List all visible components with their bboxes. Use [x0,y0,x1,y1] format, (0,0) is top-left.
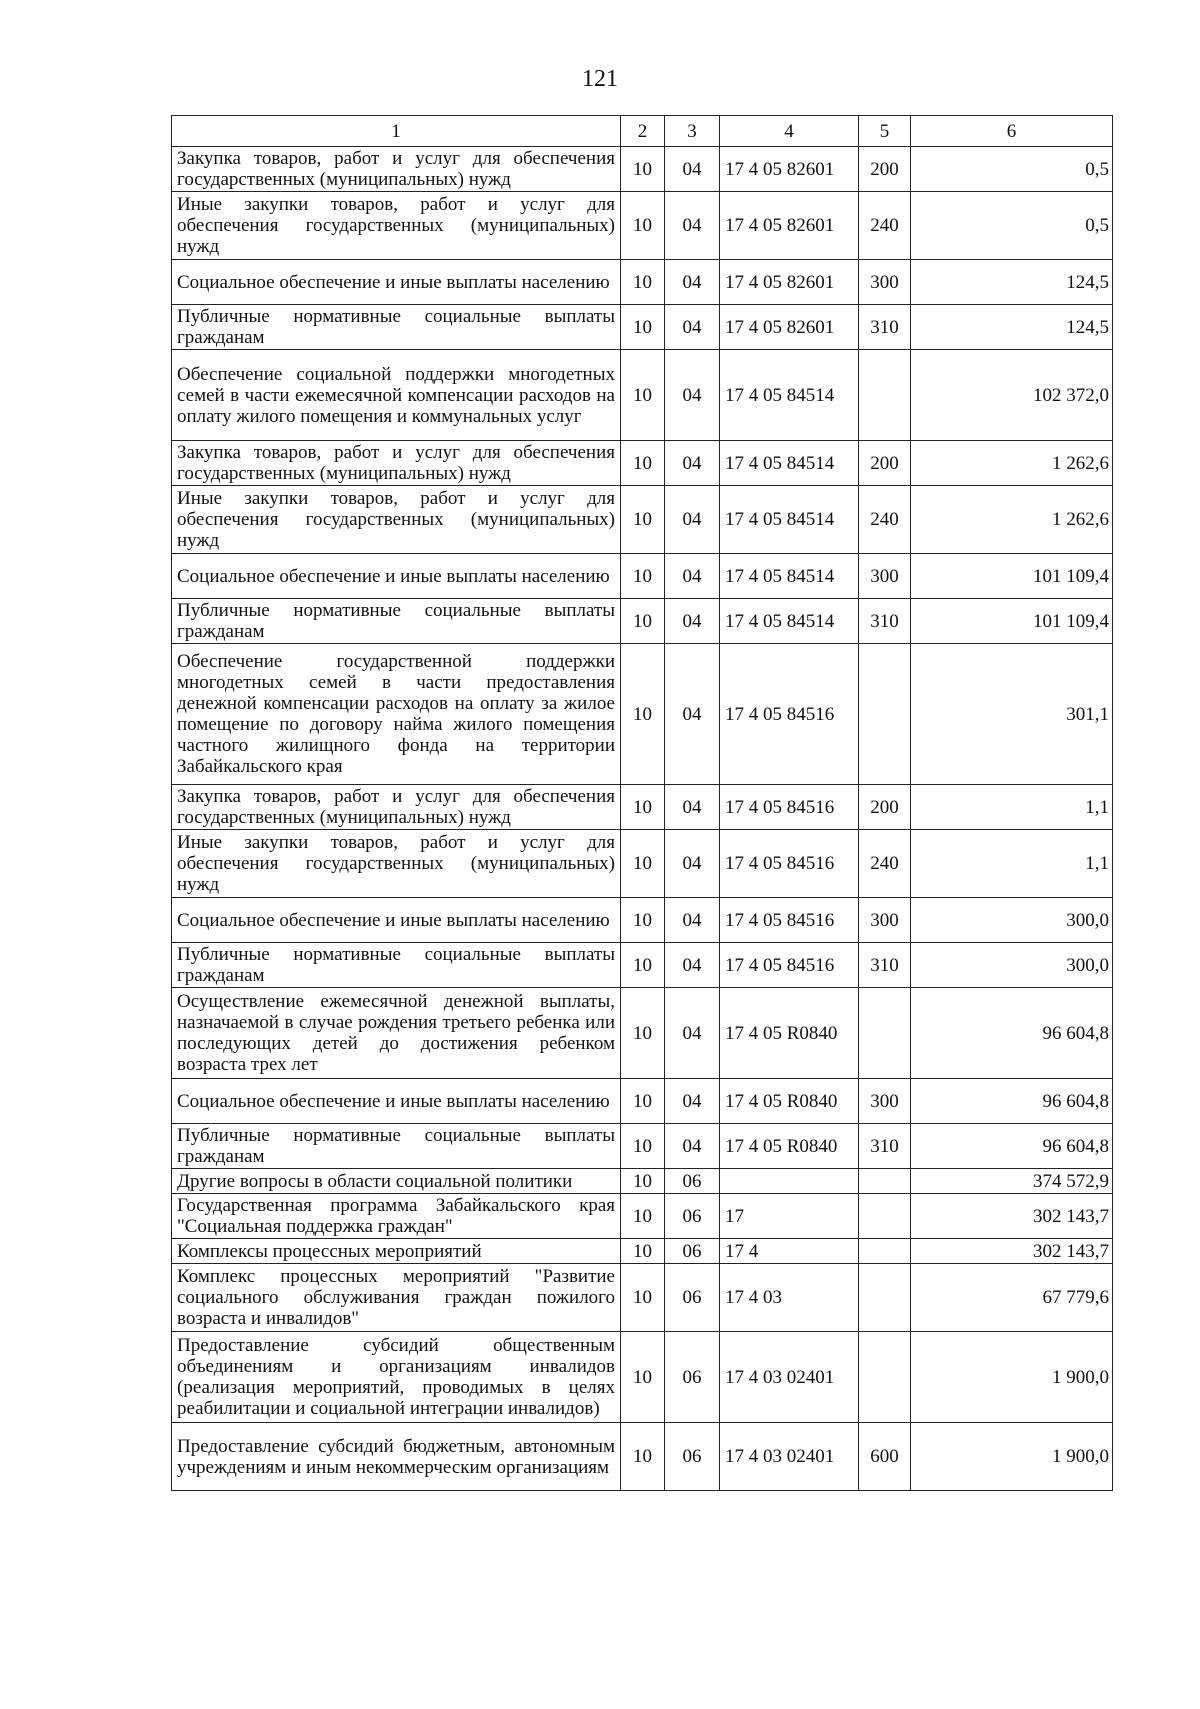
row-target-article-cell: 17 4 05 84514 [720,441,859,486]
row-name-cell: Предоставление субсидий общественным объединениям и организациям инвалидов (реализация мероприятий, проводимых в целях реабилитации и социальной интеграции инвалидов) [172,1332,621,1423]
table-row [172,943,1113,988]
row-amount-cell: 1 900,0 [911,1423,1113,1491]
row-expense-type-cell [859,1194,911,1239]
row-section-cell: 10 [621,599,665,644]
row-section-cell: 10 [621,441,665,486]
row-amount-cell: 1,1 [911,785,1113,830]
row-amount-cell: 302 143,7 [911,1239,1113,1264]
row-target-article-cell: 17 4 05 84514 [720,599,859,644]
row-name-cell: Социальное обеспечение и иные выплаты населению [172,898,621,943]
row-name-cell: Комплексы процессных мероприятий [172,1239,621,1264]
row-amount-cell: 96 604,8 [911,1124,1113,1169]
table-row [172,147,1113,192]
table-header-row [172,116,1113,147]
row-expense-type-cell [859,988,911,1079]
row-name-cell: Предоставление субсидий бюджетным, автономным учреждениям и иным некоммерческим организациям [172,1423,621,1491]
row-subsection-cell: 04 [665,785,720,830]
row-name-cell: Социальное обеспечение и иные выплаты населению [172,260,621,305]
row-subsection-cell: 04 [665,898,720,943]
row-name-cell: Государственная программа Забайкальского края "Социальная поддержка граждан" [172,1194,621,1239]
row-target-article-cell: 17 4 03 02401 [720,1423,859,1491]
row-amount-cell: 96 604,8 [911,1079,1113,1124]
row-section-cell: 10 [621,192,665,260]
row-subsection-cell: 04 [665,260,720,305]
row-section-cell: 10 [621,1169,665,1194]
row-target-article-cell: 17 4 03 [720,1264,859,1332]
row-amount-cell: 124,5 [911,260,1113,305]
row-target-article-cell: 17 4 [720,1239,859,1264]
row-section-cell: 10 [621,1264,665,1332]
row-section-cell: 10 [621,1332,665,1423]
row-name-cell: Публичные нормативные социальные выплаты гражданам [172,305,621,350]
row-expense-type-cell [859,1264,911,1332]
row-amount-cell: 1 262,6 [911,486,1113,554]
row-amount-cell: 301,1 [911,644,1113,785]
budget-table [171,115,1113,1491]
row-target-article-cell: 17 4 05 82601 [720,260,859,305]
row-name-cell: Публичные нормативные социальные выплаты гражданам [172,1124,621,1169]
row-amount-cell: 102 372,0 [911,350,1113,441]
header-cell-5: 5 [859,116,911,147]
row-section-cell: 10 [621,644,665,785]
table-row [172,260,1113,305]
table-row [172,830,1113,898]
table-row [172,1264,1113,1332]
row-section-cell: 10 [621,988,665,1079]
row-expense-type-cell: 600 [859,1423,911,1491]
row-section-cell: 10 [621,1079,665,1124]
row-expense-type-cell: 200 [859,785,911,830]
row-target-article-cell: 17 4 05 R0840 [720,1079,859,1124]
row-target-article-cell: 17 4 05 R0840 [720,1124,859,1169]
row-subsection-cell: 06 [665,1169,720,1194]
row-name-cell: Обеспечение государственной поддержки многодетных семей в части предоставления денежной компенсации расходов на оплату за жилое помещение по договору найма жилого помещения частного жилищного фонда на территории Забайкальского края [172,644,621,785]
row-expense-type-cell: 310 [859,599,911,644]
row-name-cell: Комплекс процессных мероприятий "Развитие социального обслуживания граждан пожилого возраста и инвалидов" [172,1264,621,1332]
row-expense-type-cell: 310 [859,305,911,350]
row-section-cell: 10 [621,1194,665,1239]
row-amount-cell: 1 900,0 [911,1332,1113,1423]
row-section-cell: 10 [621,1124,665,1169]
row-expense-type-cell: 300 [859,898,911,943]
header-cell-4: 4 [720,116,859,147]
row-target-article-cell: 17 4 05 84514 [720,554,859,599]
table-row [172,1332,1113,1423]
row-subsection-cell: 06 [665,1239,720,1264]
row-target-article-cell: 17 4 05 84514 [720,350,859,441]
row-subsection-cell: 04 [665,943,720,988]
row-expense-type-cell: 240 [859,830,911,898]
row-section-cell: 10 [621,486,665,554]
row-amount-cell: 300,0 [911,898,1113,943]
row-name-cell: Осуществление ежемесячной денежной выплаты, назначаемой в случае рождения третьего ребенка или последующих детей до достижения ребенком возраста трех лет [172,988,621,1079]
row-target-article-cell: 17 4 05 84516 [720,785,859,830]
row-amount-cell: 96 604,8 [911,988,1113,1079]
row-section-cell: 10 [621,350,665,441]
table-row [172,441,1113,486]
table-row [172,192,1113,260]
row-subsection-cell: 04 [665,486,720,554]
row-expense-type-cell: 300 [859,260,911,305]
table-row [172,1423,1113,1491]
row-target-article-cell: 17 4 05 84516 [720,644,859,785]
row-section-cell: 10 [621,830,665,898]
row-name-cell: Другие вопросы в области социальной политики [172,1169,621,1194]
row-subsection-cell: 04 [665,192,720,260]
row-subsection-cell: 04 [665,988,720,1079]
row-name-cell: Публичные нормативные социальные выплаты гражданам [172,599,621,644]
row-subsection-cell: 06 [665,1423,720,1491]
row-expense-type-cell: 200 [859,441,911,486]
table-row [172,486,1113,554]
row-section-cell: 10 [621,260,665,305]
row-subsection-cell: 04 [665,147,720,192]
row-target-article-cell: 17 [720,1194,859,1239]
row-target-article-cell: 17 4 05 84516 [720,898,859,943]
row-name-cell: Иные закупки товаров, работ и услуг для обеспечения государственных (муниципальных) нужд [172,486,621,554]
row-name-cell: Закупка товаров, работ и услуг для обеспечения государственных (муниципальных) нужд [172,785,621,830]
row-section-cell: 10 [621,1423,665,1491]
row-name-cell: Закупка товаров, работ и услуг для обеспечения государственных (муниципальных) нужд [172,147,621,192]
table-row [172,644,1113,785]
row-amount-cell: 374 572,9 [911,1169,1113,1194]
row-amount-cell: 67 779,6 [911,1264,1113,1332]
row-expense-type-cell: 240 [859,192,911,260]
row-subsection-cell: 04 [665,441,720,486]
row-amount-cell: 101 109,4 [911,554,1113,599]
page-number: 121 [582,66,618,92]
row-name-cell: Иные закупки товаров, работ и услуг для обеспечения государственных (муниципальных) нужд [172,192,621,260]
row-target-article-cell: 17 4 05 84516 [720,943,859,988]
row-expense-type-cell: 200 [859,147,911,192]
row-name-cell: Социальное обеспечение и иные выплаты населению [172,1079,621,1124]
row-section-cell: 10 [621,898,665,943]
row-subsection-cell: 04 [665,599,720,644]
table-row [172,1239,1113,1264]
row-expense-type-cell [859,1332,911,1423]
row-subsection-cell: 04 [665,554,720,599]
row-target-article-cell: 17 4 05 R0840 [720,988,859,1079]
table-row [172,554,1113,599]
row-section-cell: 10 [621,785,665,830]
row-target-article-cell: 17 4 03 02401 [720,1332,859,1423]
row-amount-cell: 101 109,4 [911,599,1113,644]
table-row [172,898,1113,943]
table-row [172,599,1113,644]
row-expense-type-cell [859,350,911,441]
row-target-article-cell: 17 4 05 82601 [720,192,859,260]
row-subsection-cell: 06 [665,1332,720,1423]
row-name-cell: Обеспечение социальной поддержки многодетных семей в части ежемесячной компенсации расходов на оплату жилого помещения и коммунальных услуг [172,350,621,441]
header-cell-3: 3 [665,116,720,147]
table-row [172,1124,1113,1169]
row-subsection-cell: 06 [665,1194,720,1239]
row-target-article-cell: 17 4 05 82601 [720,305,859,350]
row-target-article-cell [720,1169,859,1194]
table-row [172,305,1113,350]
table-row [172,1079,1113,1124]
row-expense-type-cell: 310 [859,943,911,988]
row-section-cell: 10 [621,147,665,192]
row-expense-type-cell: 300 [859,554,911,599]
row-section-cell: 10 [621,305,665,350]
row-amount-cell: 124,5 [911,305,1113,350]
row-subsection-cell: 04 [665,830,720,898]
row-amount-cell: 1,1 [911,830,1113,898]
row-target-article-cell: 17 4 05 82601 [720,147,859,192]
header-cell-2: 2 [621,116,665,147]
row-subsection-cell: 04 [665,644,720,785]
row-amount-cell: 300,0 [911,943,1113,988]
row-subsection-cell: 04 [665,350,720,441]
row-expense-type-cell [859,644,911,785]
table-row [172,1169,1113,1194]
row-section-cell: 10 [621,1239,665,1264]
row-target-article-cell: 17 4 05 84514 [720,486,859,554]
row-expense-type-cell: 300 [859,1079,911,1124]
row-subsection-cell: 06 [665,1264,720,1332]
row-name-cell: Социальное обеспечение и иные выплаты населению [172,554,621,599]
row-name-cell: Закупка товаров, работ и услуг для обеспечения государственных (муниципальных) нужд [172,441,621,486]
table-row [172,1194,1113,1239]
row-expense-type-cell: 310 [859,1124,911,1169]
row-expense-type-cell [859,1169,911,1194]
header-cell-6: 6 [911,116,1113,147]
table-row [172,988,1113,1079]
header-cell-1: 1 [172,116,621,147]
table-row [172,350,1113,441]
table-row [172,785,1113,830]
row-subsection-cell: 04 [665,305,720,350]
row-amount-cell: 302 143,7 [911,1194,1113,1239]
row-subsection-cell: 04 [665,1079,720,1124]
table-body [172,116,1113,1491]
row-amount-cell: 0,5 [911,147,1113,192]
row-name-cell: Иные закупки товаров, работ и услуг для обеспечения государственных (муниципальных) нужд [172,830,621,898]
row-subsection-cell: 04 [665,1124,720,1169]
row-section-cell: 10 [621,943,665,988]
row-amount-cell: 1 262,6 [911,441,1113,486]
row-expense-type-cell: 240 [859,486,911,554]
row-section-cell: 10 [621,554,665,599]
row-expense-type-cell [859,1239,911,1264]
row-name-cell: Публичные нормативные социальные выплаты гражданам [172,943,621,988]
row-amount-cell: 0,5 [911,192,1113,260]
row-target-article-cell: 17 4 05 84516 [720,830,859,898]
